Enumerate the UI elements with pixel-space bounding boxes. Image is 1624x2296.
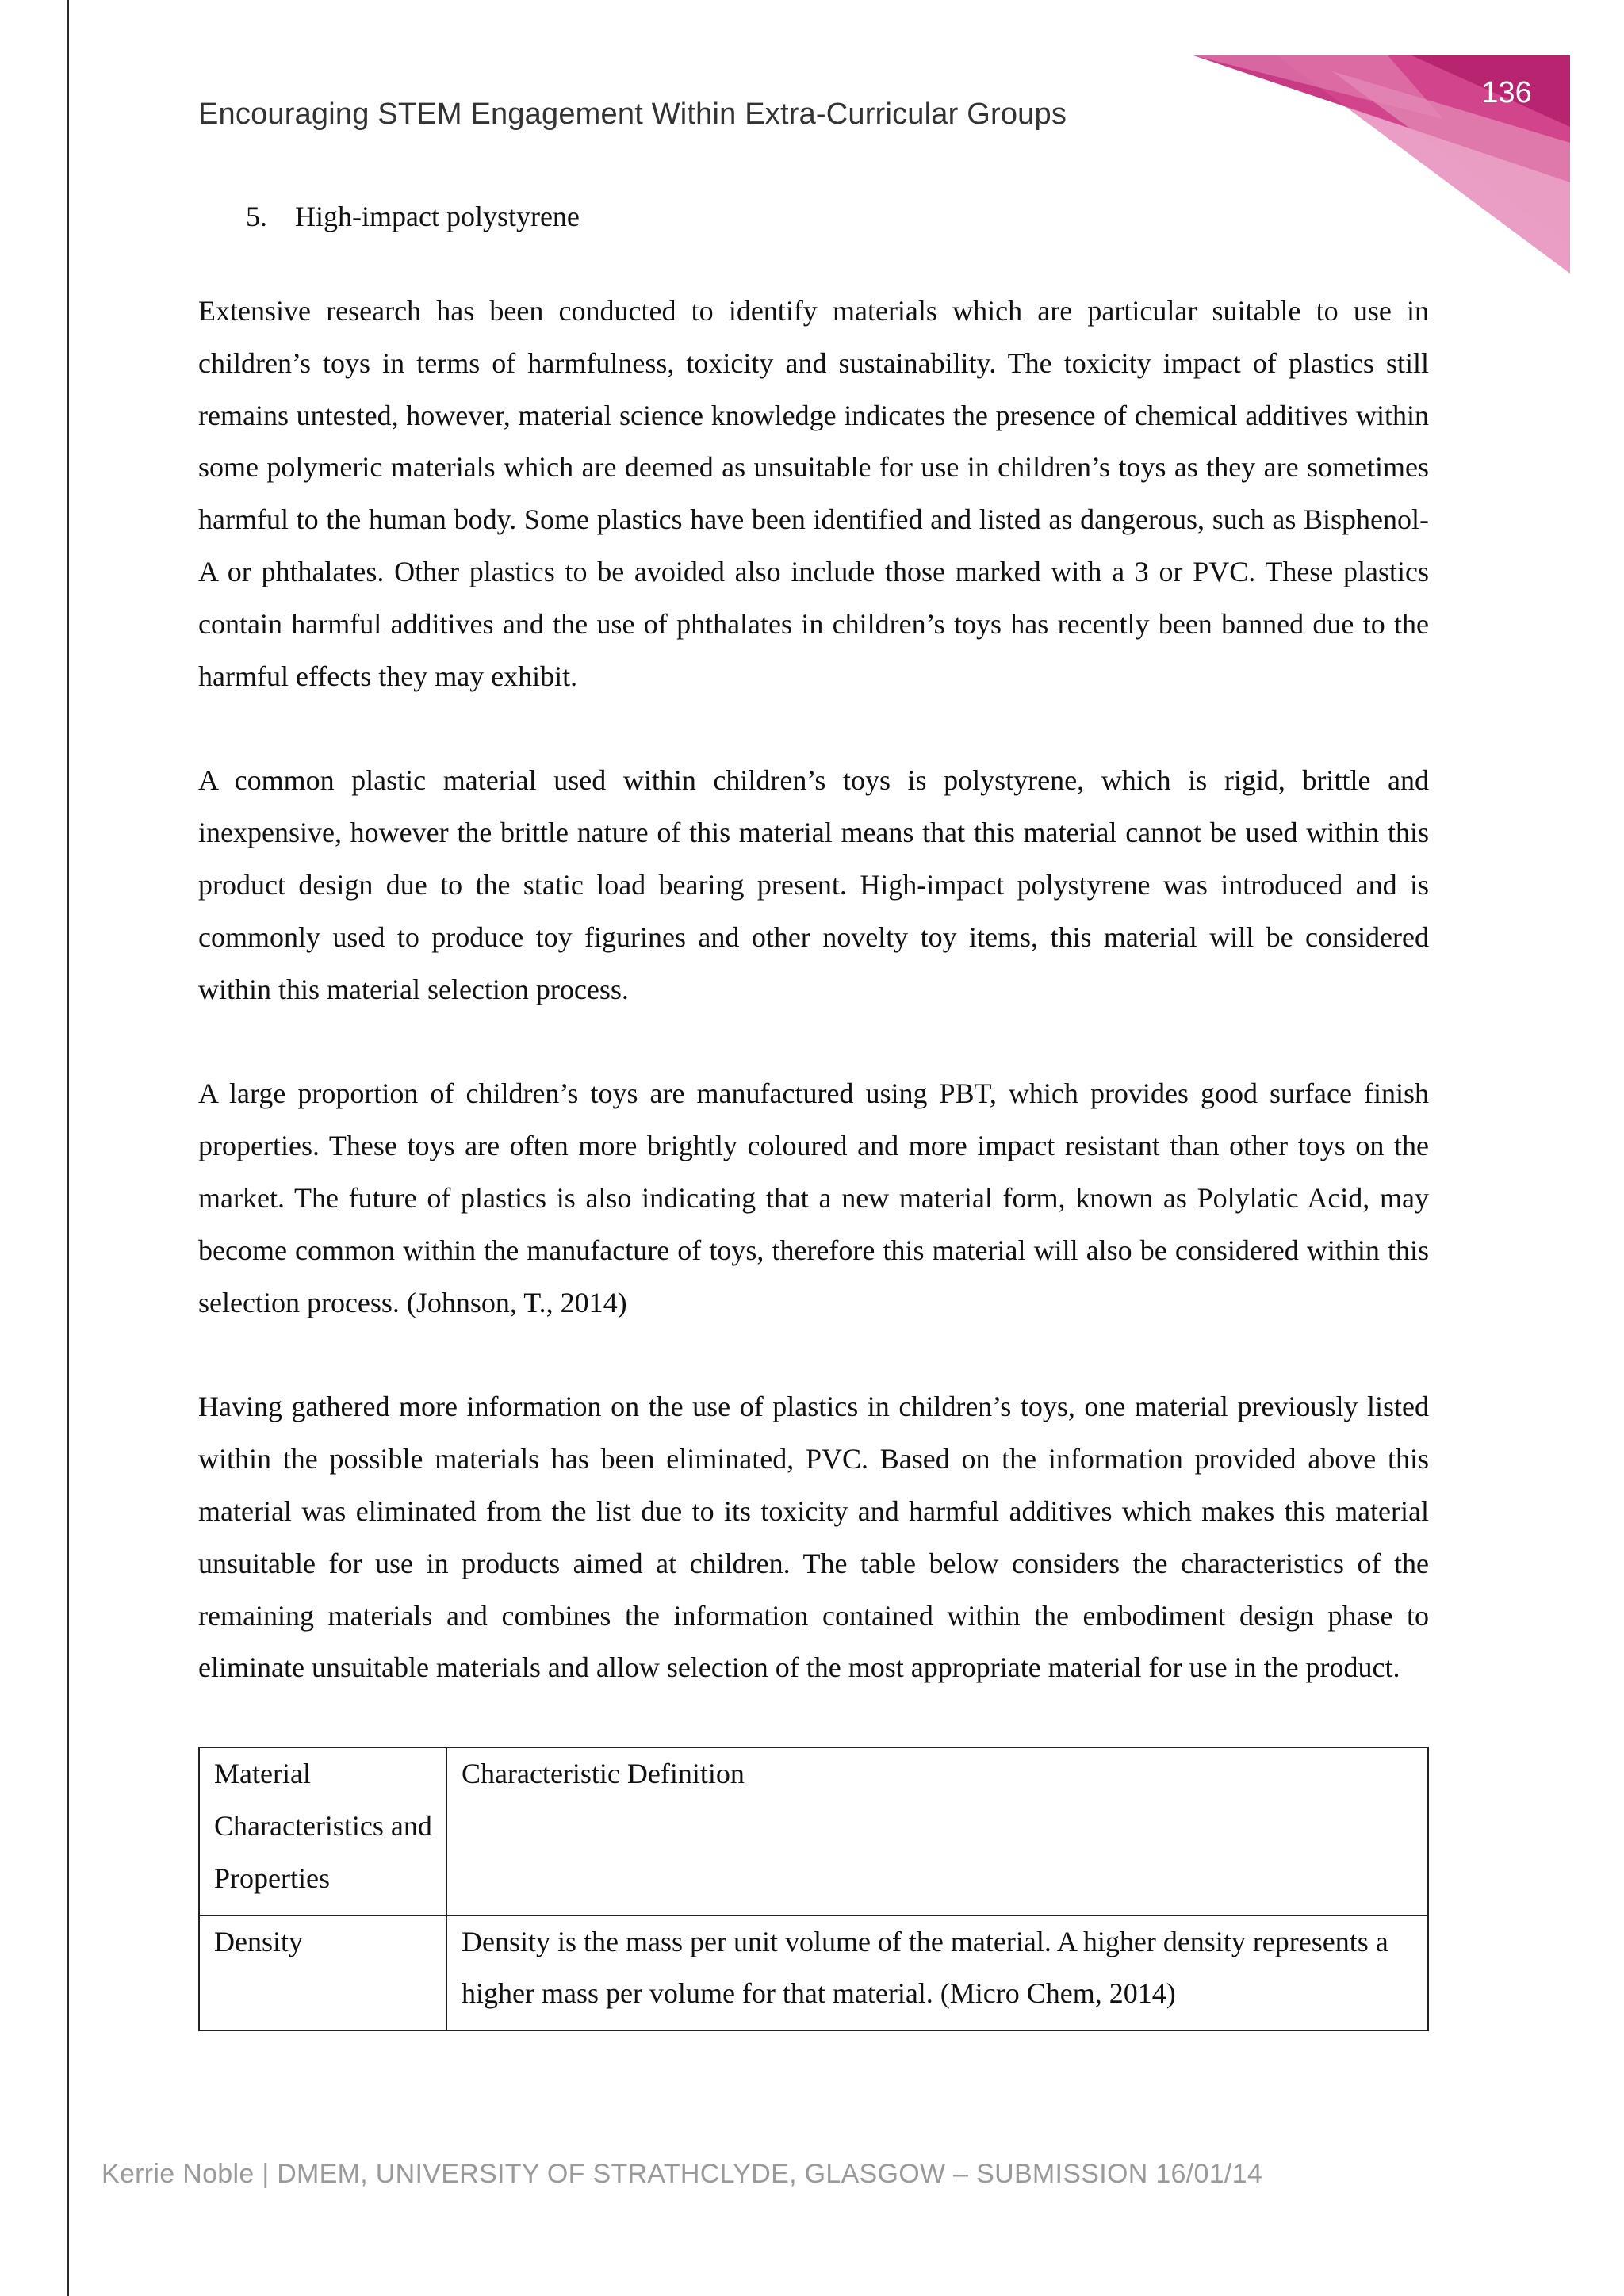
paragraph-polystyrene: A common plastic material used within children’s toys is polystyrene, which is rigid, brittle and inexpensive, however the brittle nature of this material means that this material cannot be used within this product design due to the static load bearing present. High-impact polystyrene was introduced and is commonly used to produce toy figurines and other novelty toy items, this material will be considered within this material selection process. xyxy=(198,764,1429,1005)
left-margin-rule xyxy=(67,0,69,2296)
table-row xyxy=(199,1915,1428,2031)
material-characteristics-table xyxy=(198,1747,1429,2031)
paragraph-toxicity: Extensive research has been conducted to identify materials which are particular suitable to use in children’s toys in terms of harmfulness, toxicity and sustainability. The toxicity impact of plastics still remains untested, however, material science knowledge indicates the presence of chemical additives within some polymeric materials which are deemed as unsuitable for use in children’s toys as they are sometimes harmful to the human body. Some plastics have been identified and listed as dangerous, such as Bisphenol-A or phthalates. Other plastics to be avoided also include those marked with a 3 or PVC. These plastics contain harmful additives and the use of phthalates in children’s toys has recently been banned due to the harmful effects they may exhibit. xyxy=(198,295,1429,692)
table-cell: Density xyxy=(199,1915,446,2031)
list-item xyxy=(246,190,1429,243)
list-item-number: 5. xyxy=(246,201,267,232)
table-header-cell: Characteristic Definition xyxy=(446,1747,1428,1915)
paragraph-pbt: A large proportion of children’s toys are manufactured using PBT, which provides good surface finish properties. These toys are often more brightly coloured and more impact resistant than other toys on the market. The future of plastics is also indicating that a new material form, known as Polylatic Acid, may become common within the manufacture of toys, therefore this material will also be considered within this selection process. (Johnson, T., 2014) xyxy=(198,1077,1429,1318)
document-body xyxy=(198,190,1429,2031)
list-item-text: High-impact polystyrene xyxy=(295,201,580,232)
page-footer: Kerrie Noble | DMEM, UNIVERSITY OF STRATHCLYDE, GLASGOW – SUBMISSION 16/01/14 xyxy=(102,2159,1263,2189)
table-header-cell: Material Characteristics and Properties xyxy=(199,1747,446,1915)
table-cell: Density is the mass per unit volume of the material. A higher density represents a higher mass per volume for that material. (Micro Chem, 2014) xyxy=(446,1915,1428,2031)
paragraph-elimination: Having gathered more information on the use of plastics in children’s toys, one material previously listed within the possible materials has been eliminated, PVC. Based on the information provided above this material was eliminated from the list due to its toxicity and harmful additives which makes this material unsuitable for use in products aimed at children. The table below considers the characteristics of the remaining materials and combines the information contained within the embodiment design phase to eliminate unsuitable materials and allow selection of the most appropriate material for use in the product. xyxy=(198,1391,1429,1684)
running-header-title: Encouraging STEM Engagement Within Extra-Curricular Groups xyxy=(198,98,1067,131)
page-number: 136 xyxy=(1481,76,1532,109)
table-header-row xyxy=(199,1747,1428,1915)
